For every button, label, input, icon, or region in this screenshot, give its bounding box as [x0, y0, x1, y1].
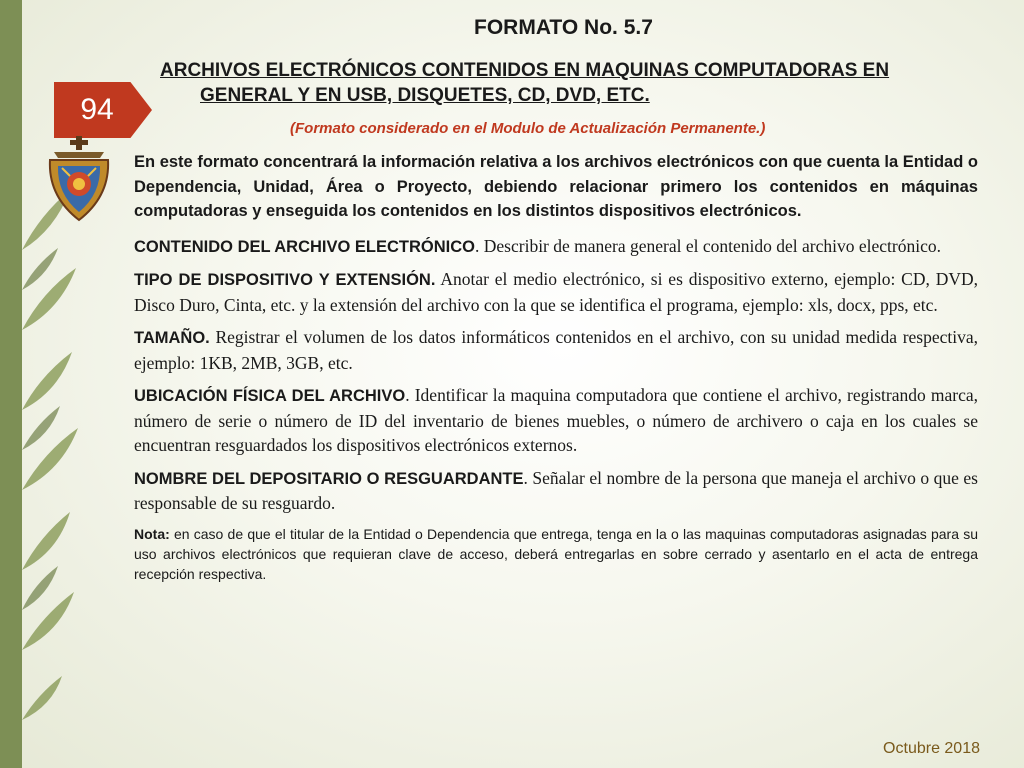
slide-heading [160, 58, 980, 108]
note-paragraph [134, 524, 978, 584]
section-term: TIPO DE DISPOSITIVO Y EXTENSIÓN. [134, 271, 436, 289]
section-text: . Señalar el nombre de la persona que maneja el archivo o que es responsable de su resguardo. [134, 467, 978, 513]
section-text: Anotar el medio electrónico, si es dispositivo externo, ejemplo: CD, DVD, Disco Duro, Cinta, etc. y la extensión del archivo con la que se identifica el programa, ejemplo: xls, docx, pps, etc. [134, 269, 978, 315]
slide-title: FORMATO No. 5.7 [474, 16, 653, 39]
section-term: NOMBRE DEL DEPOSITARIO O RESGUARDANTE [134, 469, 524, 488]
footer-date: Octubre 2018 [883, 740, 980, 757]
section-depositario [134, 466, 978, 516]
section-ubicacion [134, 383, 978, 458]
section-term: CONTENIDO DEL ARCHIVO ELECTRÓNICO [134, 237, 476, 256]
section-term: TAMAÑO. [134, 329, 210, 347]
section-text: . Describir de manera general el contenido del archivo electrónico. [475, 235, 941, 256]
section-text: . Identificar la maquina computadora que contiene el archivo, registrando marca, número de serie o número de ID del inventario de bienes muebles, o número de archivero o caja en los cuales se encuentran resguardados los dispositivos electrónicos externos. [134, 385, 978, 455]
page-number: 94 [80, 93, 114, 126]
body-content [134, 150, 978, 592]
section-term: UBICACIÓN FÍSICA DEL ARCHIVO [134, 387, 406, 405]
module-note: (Formato considerado en el Modulo de Actualización Permanente.) [290, 120, 766, 137]
slide-heading-line2: GENERAL Y EN USB, DISQUETES, CD, DVD, ETC. [200, 85, 650, 106]
section-tipo-dispositivo [134, 267, 978, 317]
section-tamano [134, 325, 978, 375]
university-seal-icon [48, 136, 110, 222]
section-text: Registrar el volumen de los datos informáticos contenidos en el archivo, con su unidad medida respectiva, ejemplo: 1KB, 2MB, 3GB, etc. [134, 327, 978, 373]
note-text: en caso de que el titular de la Entidad o Dependencia que entrega, tenga en la o las maquinas computadoras asignadas para su uso archivos electrónicos que requieran clave de acceso, deberá entregarlas en sobre cerrado y asentarlo en el acta de entrega recepción respectiva. [134, 525, 978, 582]
intro-paragraph: En este formato concentrará la información relativa a los archivos electrónicos con que cuenta la Entidad o Dependencia, Unidad, Área o Proyecto, debiendo relacionar primero los contenidos en máquinas computadoras y enseguida los contenidos en los distintos dispositivos electrónicos. [134, 153, 978, 220]
section-contenido [134, 234, 978, 260]
note-label: Nota: [134, 525, 170, 542]
slide-heading-line1: ARCHIVOS ELECTRÓNICOS CONTENIDOS EN MAQUINAS COMPUTADORAS EN [160, 60, 890, 81]
